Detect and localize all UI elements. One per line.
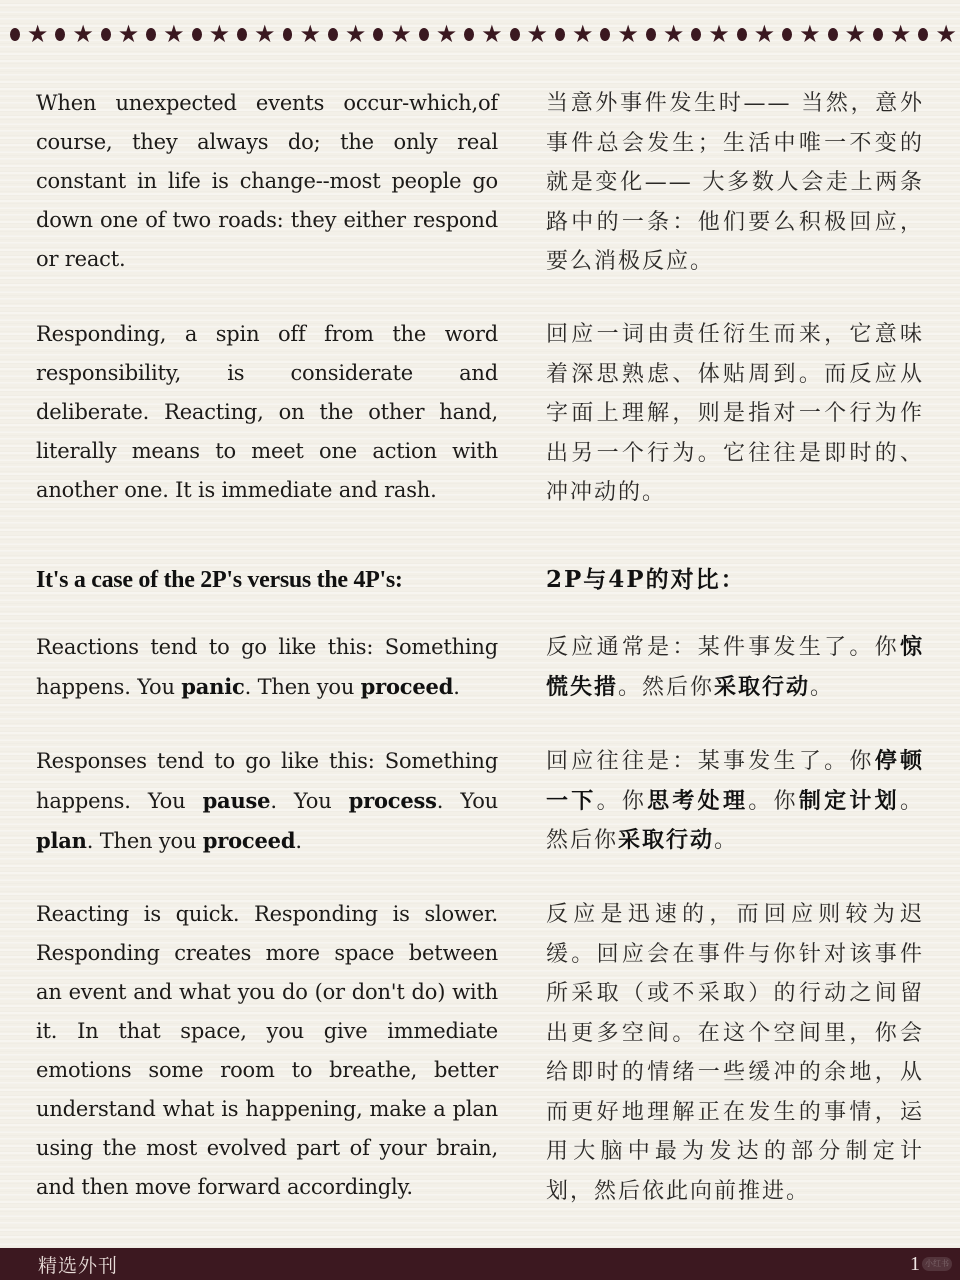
emphasis-text: panic	[181, 674, 245, 699]
dot-icon	[691, 28, 701, 41]
emphasis-text: proceed	[360, 674, 454, 699]
star-icon: ★	[617, 20, 639, 48]
star-icon: ★	[299, 20, 321, 48]
emphasis-text: 采取行动	[714, 673, 811, 700]
dot-icon	[510, 28, 520, 41]
star-icon: ★	[208, 20, 231, 48]
chinese-heading-wrap	[546, 560, 924, 600]
star-icon: ★	[526, 20, 549, 48]
emphasis-text: plan	[36, 828, 87, 853]
watermark-badge: 小红书	[922, 1257, 952, 1271]
dot-icon	[918, 28, 928, 41]
footer-bar	[0, 1248, 960, 1280]
emphasis-text: 制定计划	[798, 787, 900, 814]
english-text: Reacting is quick. Responding is slower. Responding creates more space between an event and what you do (or don't do) with it. In that space, you give immediate emotions some room to breathe, better understand what is happening, make a plan using the most evolved part of your brain, and then move forward accordingly.	[36, 902, 498, 1199]
chinese-text: 反应是迅速的，而回应则较为迟缓。回应会在事件与你针对该事件所采取（或不采取）的行动之间留出更多空间。在这个空间里，你会给即时的情绪一些缓冲的余地，从而更好地理解正在发生的事情，运用大脑中最为发达的部分制定计划，然后依此向前推进。	[546, 902, 924, 1204]
star-icon: ★	[753, 20, 776, 48]
dot-icon	[782, 28, 792, 41]
chinese-text	[546, 742, 924, 861]
dot-icon	[646, 28, 656, 41]
chinese-heading: 2P与4P的对比：	[546, 566, 746, 593]
english-heading: It's a case of the 2P's versus the 4P's:	[36, 567, 403, 593]
text-run: 。	[810, 674, 835, 700]
english-paragraph	[36, 84, 498, 282]
english-paragraph	[36, 628, 498, 707]
publication-title: 精选外刊	[38, 1254, 119, 1277]
star-icon: ★	[390, 20, 412, 48]
star-icon: ★	[889, 20, 912, 48]
dot-icon	[146, 28, 156, 41]
dot-icon	[555, 28, 565, 41]
dot-icon	[237, 28, 247, 41]
paragraph-pair-5	[36, 895, 924, 1211]
star-icon: ★	[72, 20, 94, 48]
english-text	[36, 628, 498, 707]
text-run: . Then you	[244, 675, 361, 699]
star-icon: ★	[26, 20, 49, 48]
star-icon: ★	[163, 20, 185, 48]
dot-icon	[10, 28, 20, 41]
dot-icon	[419, 28, 429, 41]
dot-icon	[464, 28, 474, 41]
english-heading-wrap	[36, 560, 498, 600]
text-run: 。然后你	[618, 674, 715, 700]
emphasis-text: pause	[202, 788, 271, 813]
star-icon: ★	[117, 20, 140, 48]
star-icon: ★	[481, 20, 503, 48]
emphasis-text: 思考处理	[647, 787, 749, 814]
decorative-border	[6, 20, 960, 48]
dot-icon	[737, 28, 747, 41]
emphasis-text: 惊慌失措	[546, 634, 924, 700]
text-run: . You	[436, 789, 498, 813]
text-run: Reactions tend to go like this: Something happens. You	[36, 635, 498, 699]
emphasis-text: 采取行动	[618, 827, 715, 853]
star-icon: ★	[571, 20, 594, 48]
paragraph-pair-1	[36, 84, 924, 282]
paragraph-pair-3	[36, 628, 924, 707]
text-run: 。你	[596, 788, 648, 814]
text-run: Responses tend to go like this: Something happens. You	[36, 749, 498, 813]
paragraph-pair-4	[36, 742, 924, 861]
chinese-paragraph	[546, 742, 924, 861]
dot-icon	[55, 28, 65, 41]
star-icon: ★	[935, 20, 957, 48]
heading-pair	[36, 560, 924, 600]
page-number: 1	[910, 1252, 920, 1275]
star-icon: ★	[708, 20, 730, 48]
dot-icon	[101, 28, 111, 41]
dot-icon	[192, 28, 202, 41]
english-text	[36, 742, 498, 861]
star-icon: ★	[799, 20, 821, 48]
star-icon: ★	[662, 20, 685, 48]
star-icon: ★	[435, 20, 458, 48]
dot-icon	[328, 28, 338, 41]
paragraph-pair-2	[36, 315, 924, 513]
text-run: . You	[270, 789, 349, 813]
chinese-text: 回应一词由责任衍生而来，它意味着深思熟虑、体贴周到。而反应从字面上理解，则是指对一个行为作出另一个行为。它往往是即时的、冲冲动的。	[546, 322, 924, 505]
footer-right	[910, 1253, 952, 1276]
dot-icon	[828, 28, 838, 41]
text-run: 回应往往是：某事发生了。你	[546, 749, 875, 774]
chinese-paragraph	[546, 84, 924, 282]
english-text: When unexpected events occur-which,of course, they always do; the only real constant in life is change--most people go down one of two roads: they either respond or react.	[36, 91, 498, 271]
dot-icon	[373, 28, 383, 41]
english-paragraph	[36, 742, 498, 861]
text-run: . Then you	[86, 829, 203, 853]
star-icon: ★	[844, 20, 867, 48]
emphasis-text: proceed	[202, 828, 296, 853]
chinese-text	[546, 628, 924, 707]
english-paragraph	[36, 895, 498, 1211]
text-run: 。	[714, 828, 739, 853]
star-icon: ★	[344, 20, 367, 48]
dot-icon	[283, 28, 293, 41]
text-run: .	[453, 675, 460, 699]
english-text: Responding, a spin off from the word responsibility, is considerate and deliberate. Reacting, on the other hand, literally means to meet one action with another one. It is immediate and rash.	[36, 322, 498, 502]
chinese-paragraph	[546, 628, 924, 707]
english-paragraph	[36, 315, 498, 513]
text-run: 。你	[748, 788, 799, 814]
chinese-text: 当意外事件发生时—— 当然，意外事件总会发生；生活中唯一不变的就是变化—— 大多数人会走上两条路中的一条：他们要么积极回应，要么消极反应。	[546, 91, 924, 274]
dot-icon	[600, 28, 610, 41]
text-run: 反应通常是：某件事发生了。你	[546, 635, 900, 660]
chinese-paragraph	[546, 315, 924, 513]
star-icon: ★	[254, 20, 276, 48]
text-run: .	[295, 829, 302, 853]
emphasis-text: process	[348, 788, 437, 813]
chinese-paragraph	[546, 895, 924, 1211]
dot-icon	[873, 28, 883, 41]
emphasis-text: 停顿一下	[546, 748, 924, 814]
text-run: 。然后你	[546, 788, 924, 853]
